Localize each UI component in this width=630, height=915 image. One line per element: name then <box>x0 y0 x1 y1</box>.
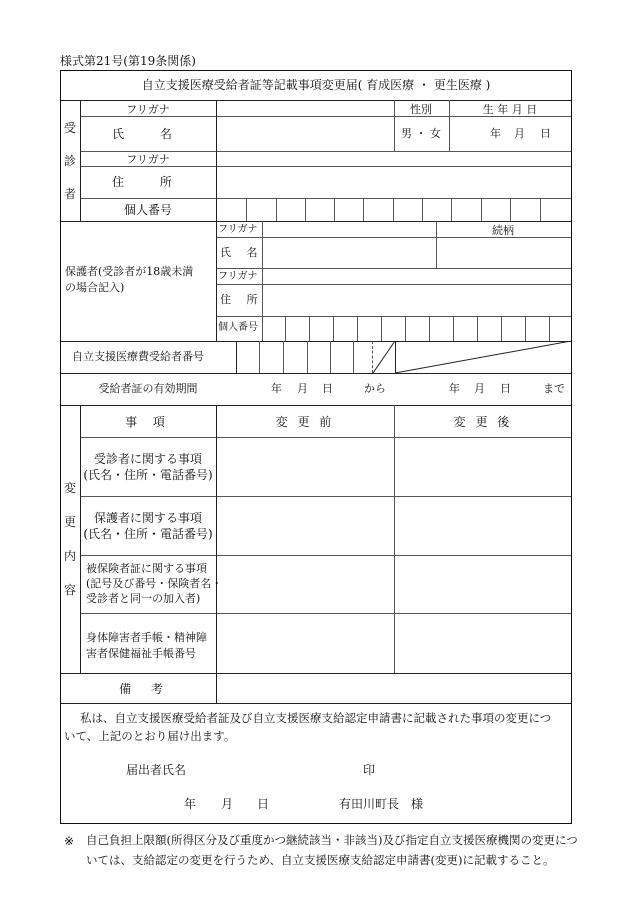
applicant-name-label: 届出者氏名 <box>126 763 187 777</box>
changes-header-before: 変 更 前 <box>275 415 335 429</box>
patient-label-char: 受 <box>64 121 77 135</box>
validity-until: まで <box>543 382 565 395</box>
validity-end-year: 年 <box>449 382 460 395</box>
patient-gender-options[interactable]: 男 ・ 女 <box>401 127 441 140</box>
rule <box>394 100 395 151</box>
patient-dob-label: 生 年 月 日 <box>482 103 538 116</box>
rule <box>540 198 541 221</box>
guardian-section-label-1: 保護者(受診者が18歳未満 <box>65 265 194 278</box>
patient-gender-label: 性別 <box>410 103 432 116</box>
rule <box>501 316 502 341</box>
changes-header-after: 変 更 後 <box>453 415 513 429</box>
change-row-insurance-2: (記号及び番号・保険者名・ <box>86 577 223 590</box>
validity-label: 受給者証の有効期間 <box>98 382 198 395</box>
form-title: 自立支援医療受給者証等記載事項変更届( 育成医療 ・ 更生医療 ) <box>141 78 491 92</box>
rule <box>477 316 478 341</box>
rule <box>363 198 364 221</box>
rule <box>246 198 247 221</box>
rule <box>216 268 571 269</box>
rule <box>80 198 571 199</box>
rule <box>307 341 308 373</box>
rule <box>436 221 437 268</box>
validity-end-day: 日 <box>500 382 511 395</box>
rule <box>549 316 550 341</box>
change-row-handbook-1: 身体障害者手帳・精神障 <box>86 631 207 644</box>
note-mark: ※ <box>64 834 75 848</box>
rule <box>216 405 217 703</box>
guardian-personal-number-label: 個人番号 <box>218 322 258 333</box>
dob-month-unit: 月 <box>514 127 525 140</box>
rule <box>61 100 571 101</box>
validity-start-month: 月 <box>297 382 308 395</box>
guardian-furigana-label: フリガナ <box>218 224 258 235</box>
rule <box>422 198 423 221</box>
rule <box>236 341 237 373</box>
guardian-address-label: 住 所 <box>220 293 264 306</box>
dob-year-unit: 年 <box>490 127 501 140</box>
validity-start-year: 年 <box>271 382 282 395</box>
remarks-label: 備 考 <box>119 682 171 696</box>
rule <box>453 316 454 341</box>
guardian-section-label-2: の場合記入) <box>65 281 125 294</box>
diagonal-slash <box>373 341 395 373</box>
rule <box>80 100 81 221</box>
rule <box>80 405 81 673</box>
note-line-1: 自己負担上限額(所得区分及び重度かつ継続該当・非該当)及び指定自立支援医療機関の変更につ <box>86 833 578 847</box>
rule <box>305 198 306 221</box>
rule <box>393 198 394 221</box>
change-row-insurance-1: 被保険者証に関する事項 <box>86 562 207 575</box>
rule <box>61 373 571 374</box>
rule <box>394 405 395 673</box>
validity-start-day: 日 <box>322 382 333 395</box>
changes-section-label <box>64 482 76 596</box>
note-line-2: いては、支給認定の変更を行うため、自立支援医療支給認定申請書(変更)に記載すること。 <box>86 853 555 867</box>
validity-end-month: 月 <box>474 382 485 395</box>
rule <box>357 316 358 341</box>
rule <box>61 405 571 406</box>
change-row-patient-2: (氏名・住所・電話番号) <box>83 468 213 482</box>
form-reference: 様式第21号(第19条関係) <box>60 54 196 68</box>
submit-month: 月 <box>221 797 234 811</box>
rule <box>309 316 310 341</box>
rule <box>80 496 571 497</box>
change-row-insurance-3: 受診者と同一の加入者) <box>86 592 201 605</box>
rule <box>216 284 571 285</box>
rule <box>525 316 526 341</box>
changes-label-char: 内 <box>64 549 77 563</box>
rule <box>283 341 284 373</box>
declaration-line-2: いて、上記のとおり届け出ます。 <box>64 729 236 743</box>
rule <box>80 166 571 167</box>
rule <box>216 237 571 238</box>
rule <box>429 316 430 341</box>
change-row-guardian-1: 保護者に関する事項 <box>93 511 203 525</box>
patient-name-label: 氏 名 <box>112 127 188 141</box>
rule <box>510 198 511 221</box>
validity-from: から <box>364 382 386 395</box>
patient-label-char: 診 <box>64 154 77 168</box>
addressee: 有田川町長 様 <box>339 797 424 811</box>
recipient-number-label: 自立支援医療費受給者番号 <box>72 350 204 363</box>
rule <box>80 555 571 556</box>
guardian-furigana2-label: フリガナ <box>218 271 258 282</box>
change-row-handbook-2: 害者保健福祉手帳番号 <box>86 647 196 660</box>
rule <box>259 341 260 373</box>
rule <box>61 673 571 674</box>
rule <box>449 100 450 151</box>
rule <box>61 221 571 222</box>
patient-label-char: 者 <box>64 187 77 201</box>
rule <box>276 198 277 221</box>
rule <box>330 341 331 373</box>
rule <box>61 703 571 704</box>
rule <box>216 316 571 317</box>
change-row-patient-1: 受診者に関する事項 <box>93 452 203 466</box>
dob-day-unit: 日 <box>540 127 551 140</box>
rule <box>353 341 354 373</box>
guardian-relationship-label: 続柄 <box>492 224 514 237</box>
guardian-name-label: 氏 名 <box>220 246 264 259</box>
changes-label-char: 容 <box>64 583 77 597</box>
rule <box>80 613 571 614</box>
rule <box>285 316 286 341</box>
rule <box>451 198 452 221</box>
rule <box>80 151 571 152</box>
rule <box>216 221 217 341</box>
declaration-line-1: 私は、自立支援医療受給者証及び自立支援医療支給認定申請書に記載された事項の変更につ <box>80 711 552 725</box>
diagonal-slash <box>395 341 571 373</box>
patient-personal-number-label: 個人番号 <box>123 203 173 217</box>
rule <box>381 316 382 341</box>
submit-day: 日 <box>257 797 270 811</box>
rule <box>405 316 406 341</box>
rule <box>216 100 217 221</box>
rule <box>333 316 334 341</box>
changes-label-char: 変 <box>64 481 77 495</box>
submit-year: 年 <box>184 797 197 811</box>
rule <box>262 221 263 341</box>
patient-address-label: 住 所 <box>112 175 188 189</box>
changes-header-item: 事 項 <box>125 415 171 429</box>
patient-section-label <box>64 122 76 200</box>
rule <box>334 198 335 221</box>
rule <box>481 198 482 221</box>
change-row-guardian-2: (氏名・住所・電話番号) <box>83 527 213 541</box>
seal-mark: 印 <box>363 763 376 777</box>
rule <box>80 116 571 117</box>
patient-furigana-label: フリガナ <box>126 103 170 116</box>
patient-furigana2-label: フリガナ <box>126 153 170 166</box>
rule <box>80 437 571 438</box>
changes-label-char: 更 <box>64 515 77 529</box>
